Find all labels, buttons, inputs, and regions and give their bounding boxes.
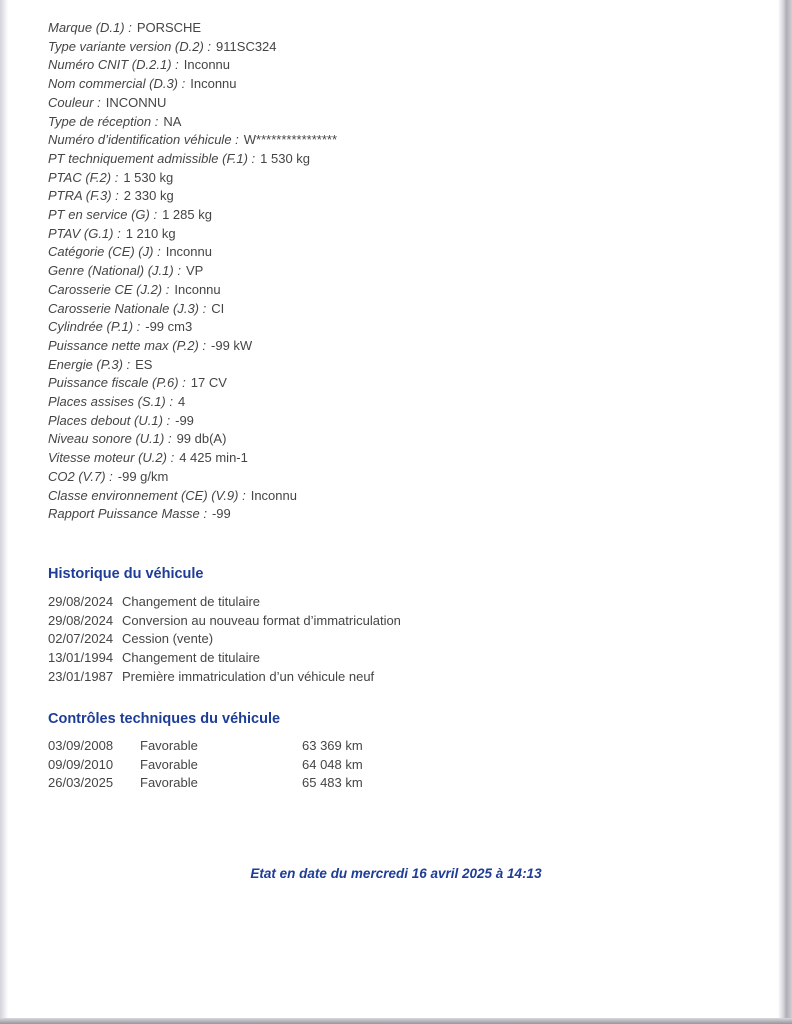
spec-value: Inconnu [250,487,297,503]
history-event: Changement de titulaire [122,650,261,666]
inspection-result: Favorable [140,738,198,753]
inspection-row [48,737,363,756]
spec-value: VP [185,263,204,279]
spec-value: INCONNU [105,94,167,110]
spec-row [48,187,337,206]
spec-label: Rapport Puissance Masse : [48,506,207,522]
spec-row [48,300,337,319]
spec-row [48,374,337,393]
spec-row [48,38,337,57]
page-bottom-edge-shadow [0,1018,792,1024]
vehicle-history-section [48,593,401,687]
spec-value: PORSCHE [136,20,202,35]
spec-label: Numéro CNIT (D.2.1) : [48,57,179,73]
spec-value: 1 210 kg [125,225,176,241]
spec-label: Places debout (U.1) : [48,412,171,428]
spec-label: Numéro d’identification véhicule : [48,132,239,148]
spec-value: 2 330 kg [123,188,174,204]
spec-label: PTAC (F.2) : [48,169,119,185]
spec-label: Vitesse moteur (U.2) : [48,450,175,466]
spec-row [48,487,337,506]
spec-value: 17 CV [190,375,227,391]
inspection-result: Favorable [140,756,198,772]
spec-label: Marque (D.1) : [48,20,132,35]
spec-value: 1 285 kg [162,207,212,223]
spec-value: -99 [175,412,194,428]
spec-row [48,56,337,75]
spec-row [48,281,337,300]
history-event: Cession (vente) [122,631,214,647]
spec-label: Puissance nette max (P.2) : [48,337,207,353]
spec-label: Nom commercial (D.3) : [48,76,186,92]
spec-value: 911SC324 [216,38,277,54]
inspection-result: Favorable [140,775,198,791]
spec-label: Type variante version (D.2) : [48,38,212,54]
spec-value: -99 g/km [117,468,169,484]
spec-label: Type de réception : [48,113,159,129]
spec-row [48,113,337,132]
spec-label: Niveau sonore (U.1) : [48,431,172,447]
spec-row [48,412,337,431]
inspection-odometer: 63 369 km [302,738,363,753]
spec-label: Places assises (S.1) : [48,394,173,410]
spec-row [48,337,337,356]
history-event: Conversion au nouveau format d’immatriculation [122,612,401,628]
spec-value: NA [163,113,182,129]
inspection-row [48,756,363,775]
spec-value: 1 530 kg [123,169,174,185]
page-right-edge-shadow [778,0,792,1024]
spec-row [48,131,337,150]
history-row [48,612,401,631]
spec-label: Catégorie (CE) (J) : [48,244,161,260]
spec-row [48,393,337,412]
history-date: 29/08/2024 [48,612,114,628]
spec-row [48,262,337,281]
spec-row [48,94,337,113]
page-left-edge-shadow [0,0,8,1024]
history-event: Changement de titulaire [122,594,261,609]
history-event: Première immatriculation d’un véhicule neuf [122,668,375,684]
spec-row [48,169,337,188]
spec-label: PTAV (G.1) : [48,225,121,241]
spec-label: Cylindrée (P.1) : [48,319,141,335]
spec-label: Carosserie Nationale (J.3) : [48,300,207,316]
history-row [48,668,401,687]
inspection-date: 26/03/2025 [48,775,114,791]
spec-label: CO2 (V.7) : [48,468,113,484]
spec-value: Inconnu [174,281,221,297]
history-row [48,649,401,668]
history-date: 13/01/1994 [48,650,114,666]
spec-row [48,206,337,225]
report-date-line: Etat en date du mercredi 16 avril 2025 à 14:13 [250,866,542,881]
spec-value: -99 [211,506,231,522]
spec-label: Genre (National) (J.1) : [48,263,181,279]
spec-row [48,243,337,262]
history-row [48,630,401,649]
spec-value: ES [135,356,153,372]
history-section-title: Historique du véhicule [48,566,204,582]
spec-row [48,356,337,375]
spec-label: PT techniquement admissible (F.1) : [48,150,256,166]
vehicle-specs-section [48,19,337,524]
spec-label: Energie (P.3) : [48,356,131,372]
history-row [48,593,401,612]
history-date: 23/01/1987 [48,668,114,684]
spec-label: Couleur : [48,94,101,110]
spec-row [48,430,337,449]
spec-row [48,468,337,487]
spec-label: Puissance fiscale (P.6) : [48,375,186,391]
inspection-row [48,774,363,793]
inspection-date: 09/09/2010 [48,756,114,772]
spec-row [48,505,337,524]
spec-row [48,318,337,337]
spec-label: PT en service (G) : [48,207,158,223]
spec-value: Inconnu [190,76,237,92]
spec-row [48,19,337,38]
spec-value: W**************** [243,132,337,148]
spec-row [48,449,337,468]
history-date: 29/08/2024 [48,594,114,609]
spec-label: PTRA (F.3) : [48,188,119,204]
inspection-odometer: 64 048 km [302,756,363,772]
spec-row [48,75,337,94]
spec-value: -99 cm3 [145,319,193,335]
spec-label: Classe environnement (CE) (V.9) : [48,487,246,503]
spec-value: 1 530 kg [260,150,311,166]
history-date: 02/07/2024 [48,631,114,647]
inspection-date: 03/09/2008 [48,738,114,753]
spec-row [48,150,337,169]
spec-value: Inconnu [165,244,212,260]
spec-label: Carosserie CE (J.2) : [48,281,170,297]
spec-value: 4 [178,394,186,410]
inspection-odometer: 65 483 km [302,775,363,791]
spec-value: 4 425 min-1 [179,450,248,466]
spec-value: 99 db(A) [176,431,227,447]
spec-value: -99 kW [211,337,253,353]
inspections-section-title: Contrôles techniques du véhicule [48,711,281,727]
spec-row [48,225,337,244]
spec-value: Inconnu [183,57,231,73]
technical-inspections-section [48,737,363,793]
spec-value: CI [211,300,225,316]
